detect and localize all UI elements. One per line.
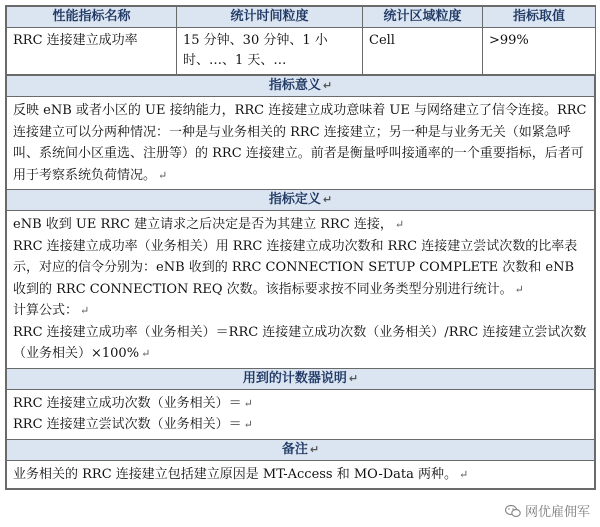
- paragraph-mark: ↵: [394, 218, 405, 231]
- paragraph-mark: ↵: [348, 371, 359, 385]
- meaning-title-text: 指标意义: [268, 78, 321, 93]
- header-kpi-name: 性能指标名称: [7, 7, 177, 28]
- kpi-document: [5, 5, 596, 490]
- counter-item-text: RRC 连接建立尝试次数（业务相关）＝: [13, 417, 242, 432]
- section-counters-body: [7, 389, 595, 439]
- definition-paragraph-3: [13, 300, 588, 322]
- watermark-text: 网优雇佣军: [524, 505, 590, 520]
- paragraph-mark: ↵: [80, 304, 90, 317]
- paragraph-mark: ↵: [322, 193, 333, 206]
- definition-paragraph-1: [13, 214, 588, 236]
- meaning-text: 反映 eNB 或者小区的 UE 接纳能力，RRC 连接建立成功意味着 UE 与网络建立了信令连接。RRC 连接建立可以分两种情况：一种是与业务相关的 RRC 连接建立；另一种是与业务无关（如紧急呼叫、系统间小区重选、注册等）的 RRC 连接建立。前者是衡量呼叫接通率的一个重要指标，后者可用于考察系统负荷情况。: [13, 103, 587, 183]
- definition-paragraph-4: [13, 322, 588, 365]
- kpi-value-text: >99%: [489, 33, 529, 48]
- section-remark-body: [7, 460, 595, 489]
- kpi-header-table: [6, 6, 596, 75]
- definition-title-text: 指标定义: [268, 192, 321, 207]
- paragraph-mark: ↵: [243, 396, 253, 410]
- paragraph-mark: ↵: [158, 168, 168, 182]
- section-definition-body: [7, 211, 595, 369]
- section-meaning-body: [7, 97, 595, 190]
- paragraph-mark: ↵: [243, 418, 253, 431]
- header-kpi-value: 指标取值: [483, 7, 596, 28]
- counter-item: [13, 393, 588, 415]
- counter-item: [13, 414, 588, 436]
- counters-title-text: 用到的计数器说明: [242, 370, 347, 386]
- time-granularity-cell: [177, 28, 363, 75]
- section-remark-title: [7, 439, 595, 460]
- kpi-value-cell: [483, 28, 596, 75]
- wechat-icon: [505, 504, 521, 518]
- definition-p3-text: 计算公式：: [13, 303, 79, 318]
- paragraph-mark: ↵: [141, 347, 151, 360]
- header-time-granularity: 统计时间粒度: [177, 7, 363, 28]
- paragraph-mark: ↵: [309, 442, 320, 456]
- region-granularity-cell: [363, 28, 483, 75]
- definition-paragraph-2: [13, 236, 588, 301]
- watermark: [501, 500, 594, 521]
- paragraph-mark: ↵: [514, 282, 524, 296]
- counter-item-text: RRC 连接建立成功次数（业务相关）＝: [13, 395, 242, 411]
- paragraph-mark: ↵: [322, 79, 333, 92]
- paragraph-mark: ↵: [459, 467, 469, 481]
- remark-text: 业务相关的 RRC 连接建立包括建立原因是 MT-Access 和 MO-Data 两种。: [13, 466, 457, 482]
- remark-title-text: 备注: [281, 441, 308, 457]
- kpi-detail-table: [6, 75, 595, 489]
- region-granularity-text: Cell: [369, 33, 395, 48]
- section-definition-title: [7, 190, 595, 211]
- header-region-granularity: 统计区域粒度: [363, 7, 483, 28]
- section-meaning-title: [7, 76, 595, 97]
- kpi-name-cell: [7, 28, 177, 75]
- definition-p4-text: RRC 连接建立成功率（业务相关）＝RRC 连接建立成功次数（业务相关）/RRC 连接建立尝试次数（业务相关）×100%: [13, 324, 587, 361]
- time-granularity-text: 15 分钟、30 分钟、1 小时、…、1 天、…: [183, 33, 328, 68]
- definition-p2-text: RRC 连接建立成功率（业务相关）用 RRC 连接建立成功次数和 RRC 连接建立尝试次数的比率表示，对应的信令分别为：eNB 收到的 RRC CONNECTION SETUP COMPLETE 次数和 eNB 收到的 RRC CONNECTION REQ 次数。该指标要求按不同业务类型分别进行统计。: [13, 238, 578, 297]
- definition-p1-text: eNB 收到 UE RRC 建立请求之后决定是否为其建立 RRC 连接，: [13, 217, 393, 232]
- kpi-name-text: RRC 连接建立成功率: [13, 33, 138, 48]
- section-counters-title: [7, 368, 595, 389]
